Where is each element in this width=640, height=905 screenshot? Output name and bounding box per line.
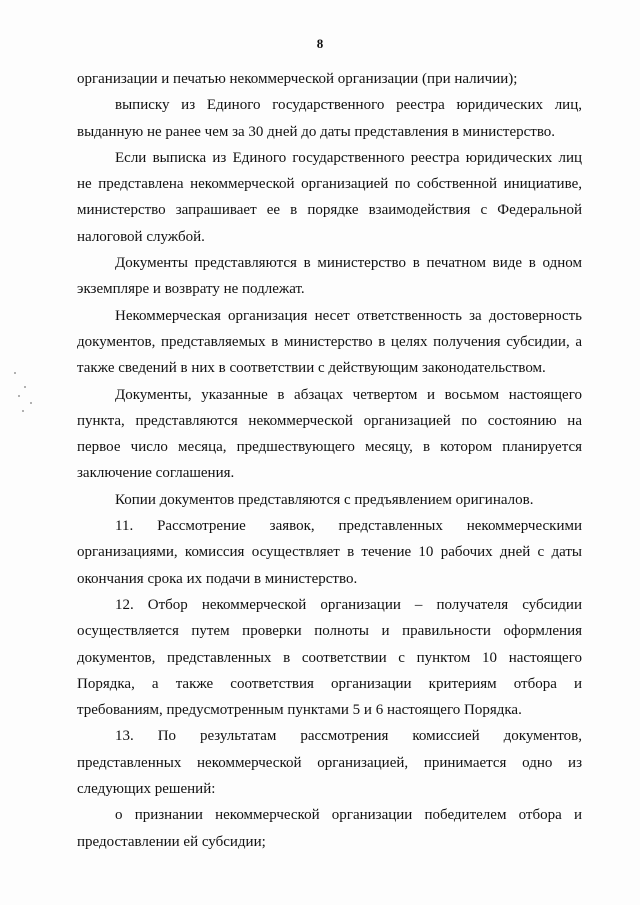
text-line: о признании некоммерческой организации победителем отбора и [115,807,582,824]
text-line: министерство запрашивает ее в порядке взаимодействия с Федеральной [77,202,582,219]
text-line: осуществляется путем проверки полноты и правильности оформления [77,623,582,640]
scan-speck [14,372,16,374]
text-line: Документы представляются в министерство в печатном виде в одном [115,255,582,272]
page-number: 8 [316,36,324,51]
text-line: требованиям, предусмотренным пунктами 5 и 6 настоящего Порядка. [77,702,522,719]
text-line: заключение соглашения. [77,465,235,482]
text-line: не представлена некоммерческой организацией по собственной инициативе, [77,176,582,193]
text-line: Если выписка из Единого государственного реестра юридических лиц [115,149,582,166]
text-line: 13. По результатам рассмотрения комиссией документов, [115,728,582,745]
text-line: 11. Рассмотрение заявок, представленных некоммерческими [115,518,582,535]
text-line: 12. Отбор некоммерческой организации – получателя субсидии [115,596,582,613]
text-line: экземпляре и возврату не подлежат. [77,281,305,298]
document-body [77,66,582,855]
text-line: Документы, указанные в абзацах четвертом и восьмом настоящего [115,386,582,403]
scan-speck [18,395,20,397]
scan-speck [22,410,24,412]
text-line: документов, представленных в соответствии с пунктом 10 настоящего [77,649,582,666]
text-line: выписку из Единого государственного реестра юридических лиц, [115,97,582,114]
text-line: пункта, представляются некоммерческой организацией по состоянию на [77,412,582,429]
scan-speck [24,386,26,388]
scan-speck [30,402,32,404]
text-line: выданную не ранее чем за 30 дней до даты представления в министерство. [77,123,556,140]
text-line: следующих решений: [77,781,216,798]
text-line: представленных некоммерческой организацией, принимается одно из [77,754,582,771]
text-line: также сведений в них в соответствии с действующим законодательством. [77,360,546,377]
text-line: первое число месяца, предшествующего месяцу, в котором планируется [77,439,582,456]
text-line: Копии документов представляются с предъявлением оригиналов. [115,491,534,508]
text-line: окончания срока их подачи в министерство. [77,570,358,587]
text-line: Порядка, а также соответствия организации критериям отбора и [77,675,582,692]
text-line: предоставлении ей субсидии; [77,833,266,850]
text-line: налоговой службой. [77,228,205,245]
text-line: документов, представляемых в министерство в целях получения субсидии, а [77,333,582,350]
text-line: организации и печатью некоммерческой организации (при наличии); [77,71,518,87]
text-line: организациями, комиссия осуществляет в течение 10 рабочих дней с даты [77,544,582,561]
text-line: Некоммерческая организация несет ответственность за достоверность [115,307,582,324]
